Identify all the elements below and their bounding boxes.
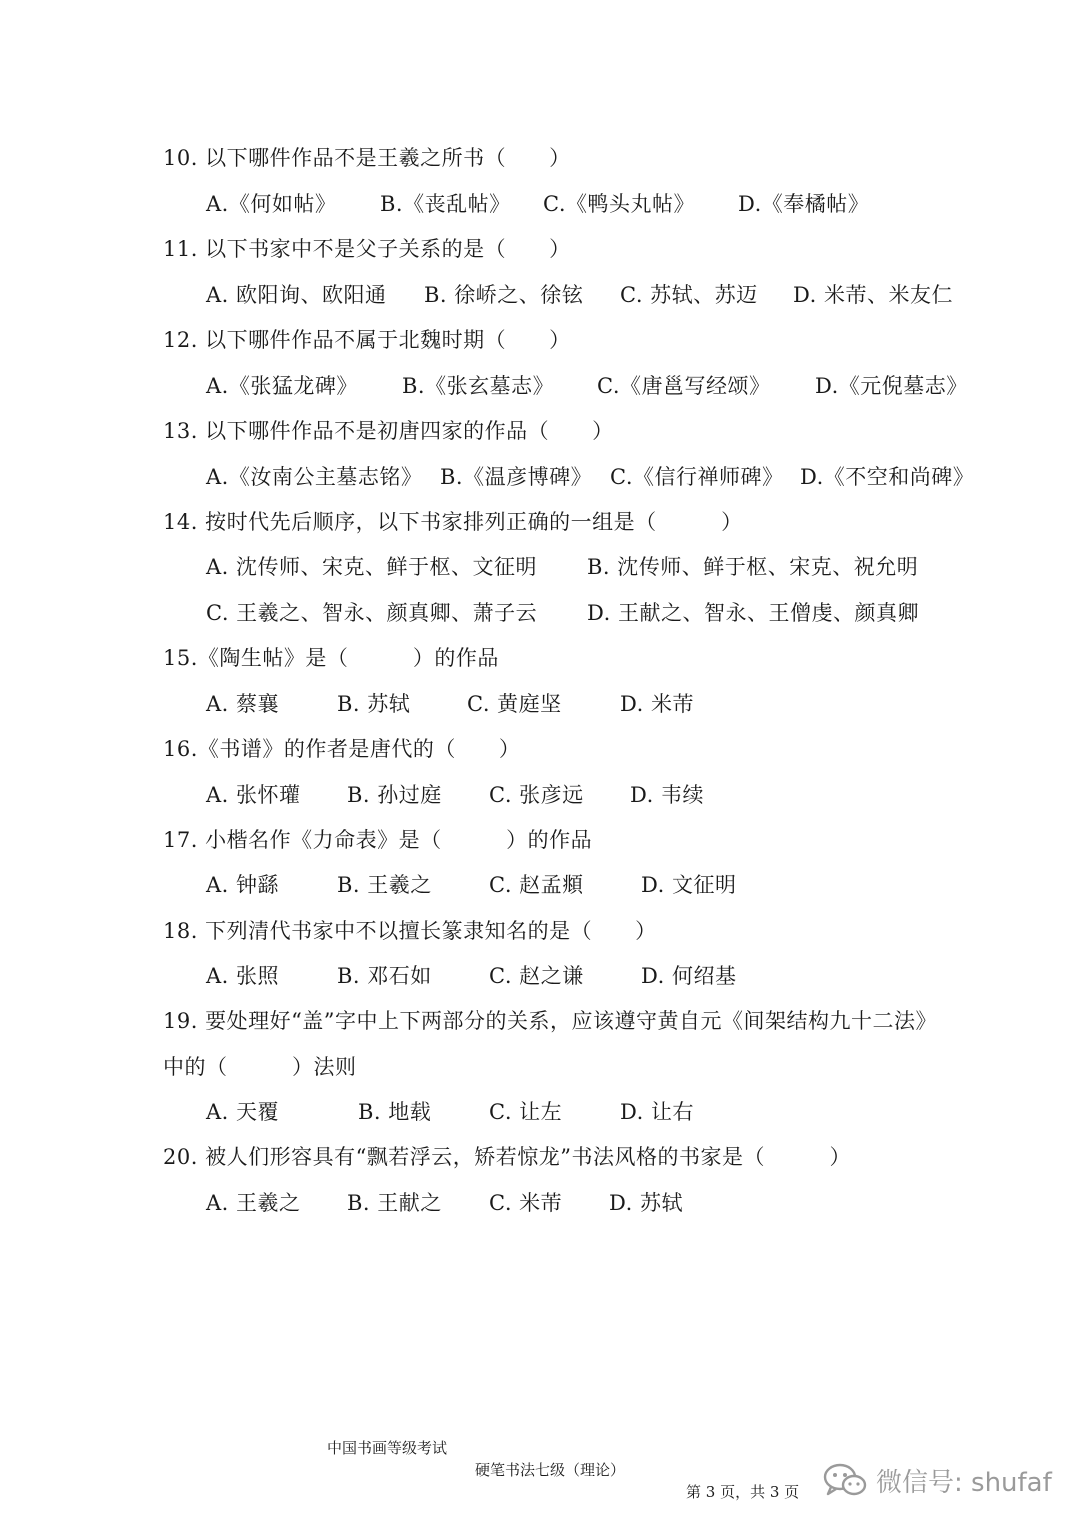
question-11-option-d: D. 米芾、米友仁	[793, 283, 953, 307]
question-15-stem: 15.《陶生帖》是（ ）的作品	[163, 646, 499, 670]
question-20-option-c: C. 米芾	[489, 1191, 563, 1215]
watermark-text: 微信号: shufaf	[876, 1467, 1052, 1498]
question-14-option-c: C. 王羲之、智永、颜真卿、萧子云	[206, 601, 538, 625]
question-11-option-c: C. 苏轼、苏迈	[620, 283, 758, 307]
question-10-stem: 10. 以下哪件作品不是王羲之所书（ ）	[163, 146, 571, 170]
question-18-stem: 18. 下列清代书家中不以擅长篆隶知名的是（ ）	[163, 919, 657, 943]
watermark	[822, 1460, 1052, 1500]
question-12-stem: 12. 以下哪件作品不属于北魏时期（ ）	[163, 328, 571, 352]
question-15-option-b: B. 苏轼	[337, 692, 411, 716]
question-16-option-d: D. 韦续	[630, 783, 704, 807]
question-13-option-a: A.《汝南公主墓志铭》	[206, 465, 423, 489]
question-16-option-b: B. 孙过庭	[347, 783, 442, 807]
footer-subject: 硬笔书法七级（理论）	[475, 1461, 626, 1479]
question-17-option-b: B. 王羲之	[337, 873, 432, 897]
question-14-option-d: D. 王献之、智永、王僧虔、颜真卿	[587, 601, 919, 625]
question-12-option-c: C.《唐邕写经颂》	[597, 374, 771, 398]
question-14-option-a: A. 沈传师、宋克、鲜于枢、文征明	[206, 555, 538, 579]
question-14-option-b: B. 沈传师、鲜于枢、宋克、祝允明	[587, 555, 919, 579]
question-10-option-b: B.《丧乱帖》	[380, 192, 511, 216]
wechat-icon	[822, 1462, 868, 1498]
question-20-option-d: D. 苏轼	[609, 1191, 683, 1215]
question-19-stem: 19. 要处理好“盖”字中上下两部分的关系，应该遵守黄自元《间架结构九十二法》	[163, 1009, 938, 1033]
question-13-stem: 13. 以下哪件作品不是初唐四家的作品（ ）	[163, 419, 614, 443]
question-11-option-a: A. 欧阳询、欧阳通	[206, 283, 387, 307]
question-16-option-a: A. 张怀瓘	[206, 783, 301, 807]
question-17-option-c: C. 赵孟頫	[489, 873, 584, 897]
question-10-option-d: D.《奉橘帖》	[738, 192, 870, 216]
question-20-option-a: A. 王羲之	[206, 1191, 301, 1215]
question-11-option-b: B. 徐峤之、徐铉	[424, 283, 584, 307]
question-15-option-d: D. 米芾	[620, 692, 694, 716]
question-14-stem: 14. 按时代先后顺序，以下书家排列正确的一组是（ ）	[163, 510, 743, 534]
question-17-option-d: D. 文征明	[641, 873, 737, 897]
question-17-stem: 17. 小楷名作《力命表》是（ ）的作品	[163, 828, 593, 852]
question-19-option-b: B. 地载	[358, 1100, 432, 1124]
question-19-stem-continued: 中的（ ）法则	[163, 1055, 357, 1079]
question-19-option-d: D. 让右	[620, 1100, 694, 1124]
question-19-option-a: A. 天覆	[206, 1100, 280, 1124]
question-12-option-b: B.《张玄墓志》	[402, 374, 555, 398]
question-18-option-a: A. 张照	[206, 964, 280, 988]
question-16-stem: 16.《书谱》的作者是唐代的（ ）	[163, 737, 521, 761]
question-18-option-c: C. 赵之谦	[489, 964, 584, 988]
footer-exam-name: 中国书画等级考试	[327, 1439, 448, 1457]
question-11-stem: 11. 以下书家中不是父子关系的是（ ）	[163, 237, 571, 261]
question-20-option-b: B. 王献之	[347, 1191, 442, 1215]
question-20-stem: 20. 被人们形容具有“飘若浮云，矫若惊龙”书法风格的书家是（ ）	[163, 1145, 852, 1169]
question-12-option-d: D.《元倪墓志》	[815, 374, 968, 398]
question-12-option-a: A.《张猛龙碑》	[206, 374, 358, 398]
question-10-option-a: A.《何如帖》	[206, 192, 337, 216]
question-18-option-d: D. 何绍基	[641, 964, 737, 988]
question-16-option-c: C. 张彦远	[489, 783, 584, 807]
question-18-option-b: B. 邓石如	[337, 964, 432, 988]
question-13-option-b: B.《温彦博碑》	[440, 465, 593, 489]
question-19-option-c: C. 让左	[489, 1100, 563, 1124]
question-15-option-a: A. 蔡襄	[206, 692, 280, 716]
question-10-option-c: C.《鸭头丸帖》	[543, 192, 695, 216]
question-13-option-c: C.《信行禅师碑》	[610, 465, 784, 489]
question-15-option-c: C. 黄庭坚	[467, 692, 562, 716]
question-13-option-d: D.《不空和尚碑》	[800, 465, 975, 489]
footer-page-number: 第 3 页，共 3 页	[686, 1483, 800, 1501]
question-17-option-a: A. 钟繇	[206, 873, 280, 897]
